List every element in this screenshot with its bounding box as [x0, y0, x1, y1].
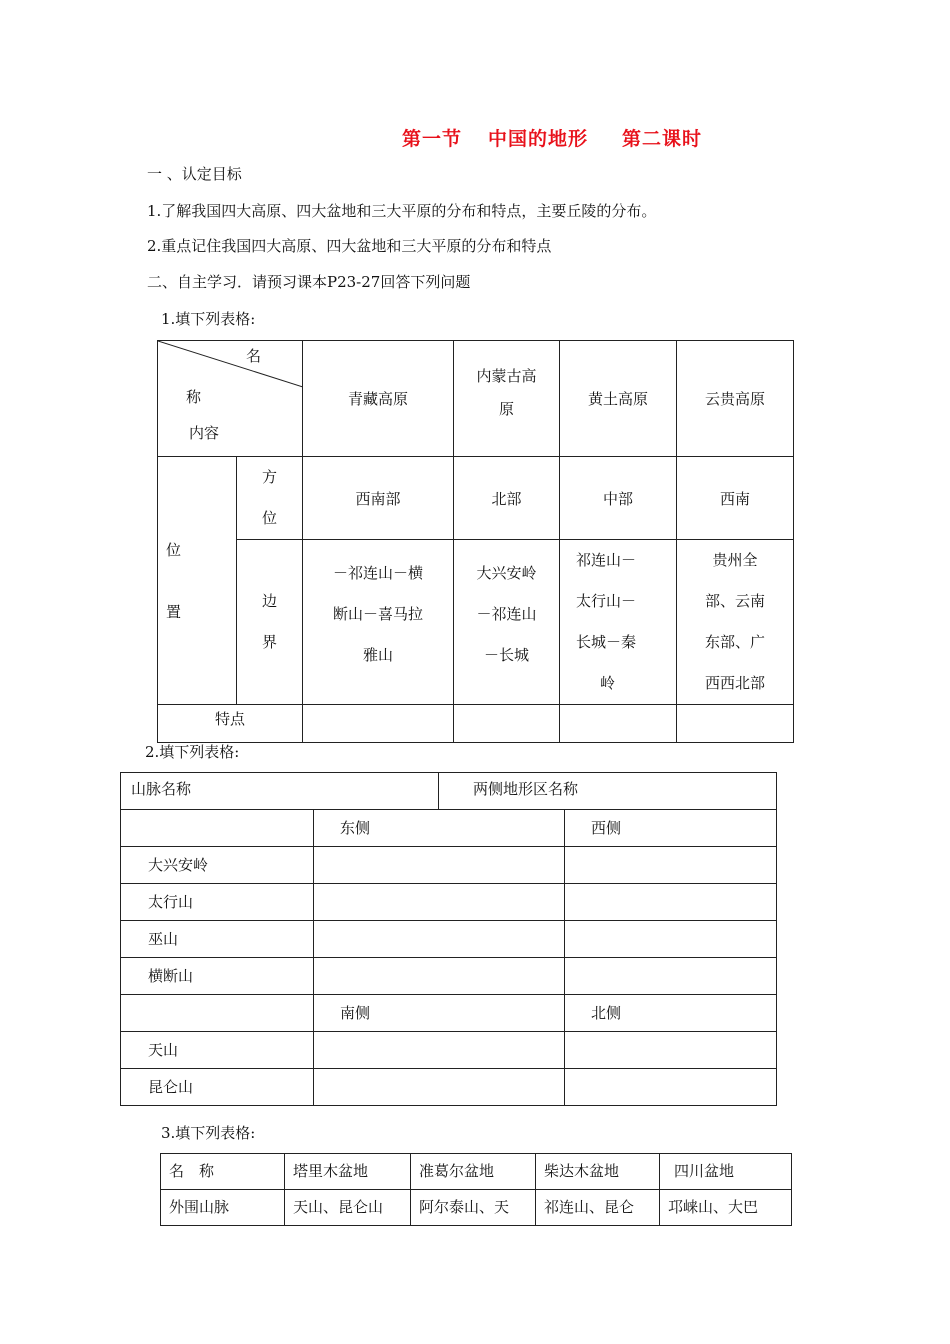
header-mountain-name: 山脉名称 — [121, 773, 439, 810]
tarim-mountains: 天山、昆仑山 — [285, 1190, 411, 1226]
boundary-label-1: 边 — [261, 592, 277, 610]
mountain-tianshan: 天山 — [121, 1032, 314, 1069]
header-west: 西侧 — [565, 810, 777, 847]
basin-junggar: 准葛尔盆地 — [411, 1154, 536, 1190]
diagonal-line — [158, 341, 303, 457]
col-header-inner-mongolia — [454, 341, 560, 457]
sichuan-mountains: 邛崃山、大巴 — [660, 1190, 792, 1226]
boundary-ht-line-2: 太行山－ — [576, 592, 637, 610]
direction-label-1: 方 — [261, 468, 277, 486]
feature-inner-mongolia[interactable] — [454, 705, 560, 743]
boundary-ht-line-1: 祁连山－ — [576, 551, 637, 569]
west-wushan[interactable] — [565, 921, 777, 958]
position-label-1: 位 — [166, 540, 182, 559]
header-content: 内容 — [189, 424, 220, 442]
basin-table — [160, 1153, 792, 1226]
mountain-wushan: 巫山 — [121, 921, 314, 958]
direction-label-2: 位 — [261, 509, 277, 527]
boundary-ht-line-4: 岭 — [600, 674, 616, 692]
feature-loess[interactable] — [560, 705, 677, 743]
header-north: 北侧 — [565, 995, 777, 1032]
title-section: 第一节 — [402, 128, 463, 150]
mountain-daxinganling: 大兴安岭 — [121, 847, 314, 884]
junggar-mountains: 阿尔泰山、天 — [411, 1190, 536, 1226]
feature-yungui[interactable] — [677, 705, 794, 743]
diagonal-header-cell — [158, 341, 303, 457]
question-1-label: 1.填下列表格: — [161, 310, 256, 328]
boundary-label-2: 界 — [261, 633, 277, 651]
mountain-kunlunshan: 昆仑山 — [121, 1069, 314, 1106]
col-header-inner-mongolia-l2: 原 — [498, 400, 514, 418]
east-hengduanshan[interactable] — [314, 958, 565, 995]
boundary-nm-line-3: －长城 — [483, 646, 529, 664]
mountain-hengduanshan: 横断山 — [121, 958, 314, 995]
west-taihangshan[interactable] — [565, 884, 777, 921]
east-taihangshan[interactable] — [314, 884, 565, 921]
boundary-nm-line-1: 大兴安岭 — [476, 564, 537, 582]
west-hengduanshan[interactable] — [565, 958, 777, 995]
east-daxinganling[interactable] — [314, 847, 565, 884]
north-tianshan[interactable] — [565, 1032, 777, 1069]
boundary-ht-line-3: 长城－秦 — [576, 633, 637, 651]
plateau-table — [157, 340, 794, 743]
title-lesson: 第二课时 — [622, 128, 703, 150]
boundary-qz-line-3: 雅山 — [362, 646, 393, 664]
feature-label: 特点 — [158, 705, 303, 743]
north-kunlunshan[interactable] — [565, 1069, 777, 1106]
position-label-cell — [158, 457, 237, 705]
direction-label-cell — [237, 457, 303, 540]
header-blank-ns — [121, 995, 314, 1032]
qaidam-mountains: 祁连山、昆仑 — [536, 1190, 660, 1226]
boundary-label-cell — [237, 540, 303, 705]
title-topic: 中国的地形 — [488, 128, 589, 150]
boundary-yg-line-3: 东部、广 — [704, 633, 765, 651]
direction-yungui: 西南 — [677, 457, 794, 540]
table-row — [121, 847, 777, 884]
question-3-label: 3.填下列表格: — [161, 1124, 256, 1142]
header-name-top: 名 — [246, 347, 262, 365]
boundary-yg-line-1: 贵州全 — [712, 551, 758, 569]
row-label-surrounding-mountains: 外围山脉 — [161, 1190, 285, 1226]
header-terrain-name: 两侧地形区名称 — [439, 773, 777, 810]
boundary-yungui — [677, 540, 794, 705]
feature-qinghai-tibet[interactable] — [303, 705, 454, 743]
basin-sichuan: 四川盆地 — [660, 1154, 792, 1190]
question-2-label: 2.填下列表格: — [145, 743, 240, 761]
boundary-inner-mongolia — [454, 540, 560, 705]
boundary-qz-line-2: 断山－喜马拉 — [332, 605, 423, 623]
header-blank-ew — [121, 810, 314, 847]
mountain-sides-table — [120, 772, 777, 1106]
basin-tarim: 塔里木盆地 — [285, 1154, 411, 1190]
col-header-qinghai-tibet: 青藏高原 — [303, 341, 454, 457]
boundary-yg-line-4: 西西北部 — [704, 674, 765, 692]
boundary-yg-line-2: 部、云南 — [704, 592, 765, 610]
south-kunlunshan[interactable] — [314, 1069, 565, 1106]
south-tianshan[interactable] — [314, 1032, 565, 1069]
col-header-loess: 黄土高原 — [560, 341, 677, 457]
table-row — [121, 921, 777, 958]
direction-inner-mongolia: 北部 — [454, 457, 560, 540]
header-basin-name: 名 称 — [161, 1154, 285, 1190]
position-label-2: 置 — [166, 602, 182, 621]
goal-item-1: 1.了解我国四大高原、四大盆地和三大平原的分布和特点，主要丘陵的分布。 — [147, 202, 657, 220]
boundary-loess — [560, 540, 677, 705]
col-header-yungui: 云贵高原 — [677, 341, 794, 457]
table-row — [121, 1069, 777, 1106]
header-name-bottom: 称 — [186, 388, 202, 406]
col-header-inner-mongolia-l1: 内蒙古高 — [476, 367, 537, 385]
header-east: 东侧 — [314, 810, 565, 847]
section-heading-goals: 一 、认定目标 — [147, 165, 242, 183]
section-heading-study: 二、自主学习．请预习课本P23-27回答下列问题 — [147, 273, 471, 291]
east-wushan[interactable] — [314, 921, 565, 958]
goal-item-2: 2.重点记住我国四大高原、四大盆地和三大平原的分布和特点 — [147, 237, 552, 255]
direction-loess: 中部 — [560, 457, 677, 540]
boundary-qinghai-tibet — [303, 540, 454, 705]
boundary-nm-line-2: －祁连山 — [476, 605, 537, 623]
direction-qinghai-tibet: 西南部 — [303, 457, 454, 540]
basin-qaidam: 柴达木盆地 — [536, 1154, 660, 1190]
west-daxinganling[interactable] — [565, 847, 777, 884]
table-row — [121, 1032, 777, 1069]
mountain-taihangshan: 太行山 — [121, 884, 314, 921]
header-south: 南侧 — [314, 995, 565, 1032]
table-row — [121, 884, 777, 921]
table-row — [121, 958, 777, 995]
boundary-qz-line-1: －祁连山－横 — [332, 564, 423, 582]
page-title — [402, 124, 702, 151]
